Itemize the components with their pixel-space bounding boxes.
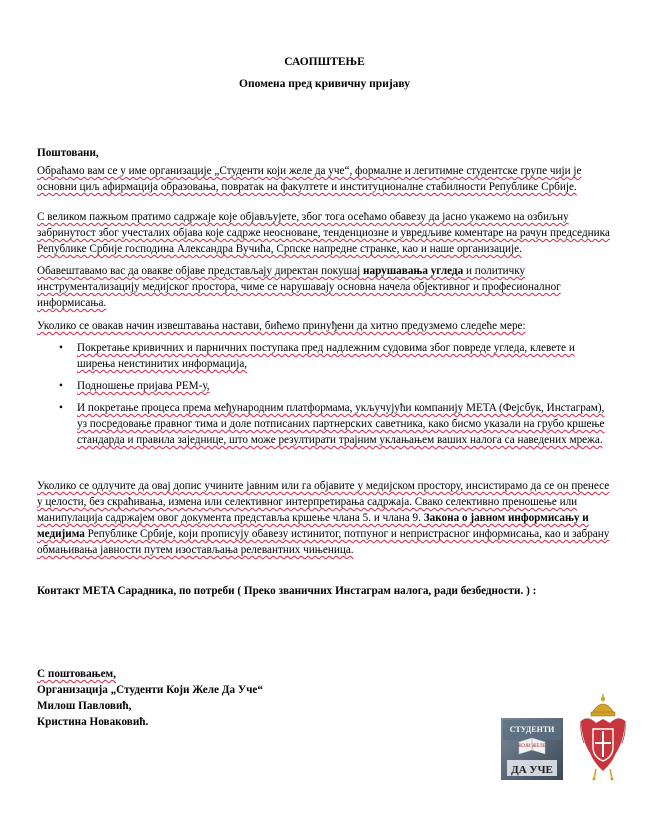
greeting: Поштовани,: [37, 147, 99, 159]
signature-name-1: Милош Павловић,: [37, 700, 132, 712]
measure-text: Подношење пријава РЕМ-у,: [77, 380, 210, 392]
signature-closing: С поштовањем,: [37, 668, 116, 680]
document-title: САОПШТЕЊЕ: [284, 56, 365, 68]
logo-text-mid: КОЈИ ЖЕЛЕ: [518, 744, 546, 749]
bullet-icon: •: [59, 380, 63, 392]
paragraph-concern: С великом пажњом пратимо садржаје које објављујете, због тога осећамо обавезу да јасно укажемо на озбиљну забринутост због учесталих објава које садрже неосноване, тенденциозне и увредљиве коментаре на рачун председника Републике Србије господина Александра Вучића, Српске напредне странке, као и наше организације.: [37, 211, 610, 255]
measure-text: И покретање процеса према међународним платформама, укључујући компанију META (Фејсбук, Инстаграм), уз посредовање правног тима и доле потписаних партнерских саветника, како бисмо указали на грубо кршење стандарда и правила заједнице, што може резултирати трајним уклањањем ваших налога са наведених мрежа.: [77, 402, 605, 446]
logo-text-top: СТУДЕНТИ: [509, 725, 555, 734]
measures-list: [37, 340, 612, 454]
paragraph-publication-part-a: Уколико се одлучите да овај допис учините јавним или га објавите у медијском простору, инсистирамо да се он пренесе у целости, без скраћивања, измена или селективног интерпретирања садржаја. Свако селективно преношење или манипулација садржајем овог документа представља кршење члана 5. и члана 9.: [37, 480, 610, 524]
coat-of-arms-icon: [578, 693, 628, 783]
measure-item: [37, 378, 612, 394]
measure-item: [37, 340, 612, 372]
paragraph-notice-emphasis: нарушавања угледа: [363, 265, 464, 277]
signature-block: [37, 666, 263, 730]
paragraph-publication-part-c: Републике Србије, који прописују обавезу истинитог, потпуног и непристрасног информисања, као и забрану обмањивања јавности путем изостављања релевантних чињеница.: [37, 528, 610, 556]
logo-text-bottom: ДА УЧЕ: [511, 764, 553, 776]
paragraph-notice-part-c: и политичку инструментализацију медијског простора, чиме се нарушавају основна начела објективног и професионалног информисања.: [37, 265, 561, 309]
paragraph-publication-law: Закона о јавном информисању и медијима: [37, 512, 589, 540]
paragraph-intro: Обраћамо вам се у име организације „Студенти који желе да уче“, формалне и легитимне студентске групе чији је основни циљ афирмација образовања, повратак на факултете и институционалне стабилности Републике Србије.: [37, 165, 582, 193]
paragraph-measures-intro: Уколико се овакав начин извештавања настави, бићемо принуђени да хитно предузмемо следеће мере:: [37, 320, 526, 332]
document-subtitle: Опомена пред кривичну пријаву: [239, 78, 410, 90]
measure-text: Покретање кривичних и парничних поступака пред надлежним судовима због повреде угледа, клевете и ширења неистинитих информација,: [77, 342, 575, 370]
bullet-icon: •: [59, 402, 63, 414]
contact-line: Контакт META Сарадника, по потреби ( Преко званичних Инстаграм налога, ради безбедности. ) :: [37, 585, 537, 597]
signature-name-2: Кристина Новаковић.: [37, 716, 149, 728]
paragraph-notice: [37, 263, 615, 311]
paragraph-publication: [37, 478, 615, 558]
paragraph-notice-part-a: Обавештавамо вас да овакве објаве представљају директан покушај: [37, 265, 364, 277]
organization-logo-icon: [501, 718, 563, 780]
signature-organization: Организација „Студенти Који Желе Да Уче“: [37, 684, 263, 696]
bullet-icon: •: [59, 342, 63, 354]
measure-item: [37, 400, 612, 448]
